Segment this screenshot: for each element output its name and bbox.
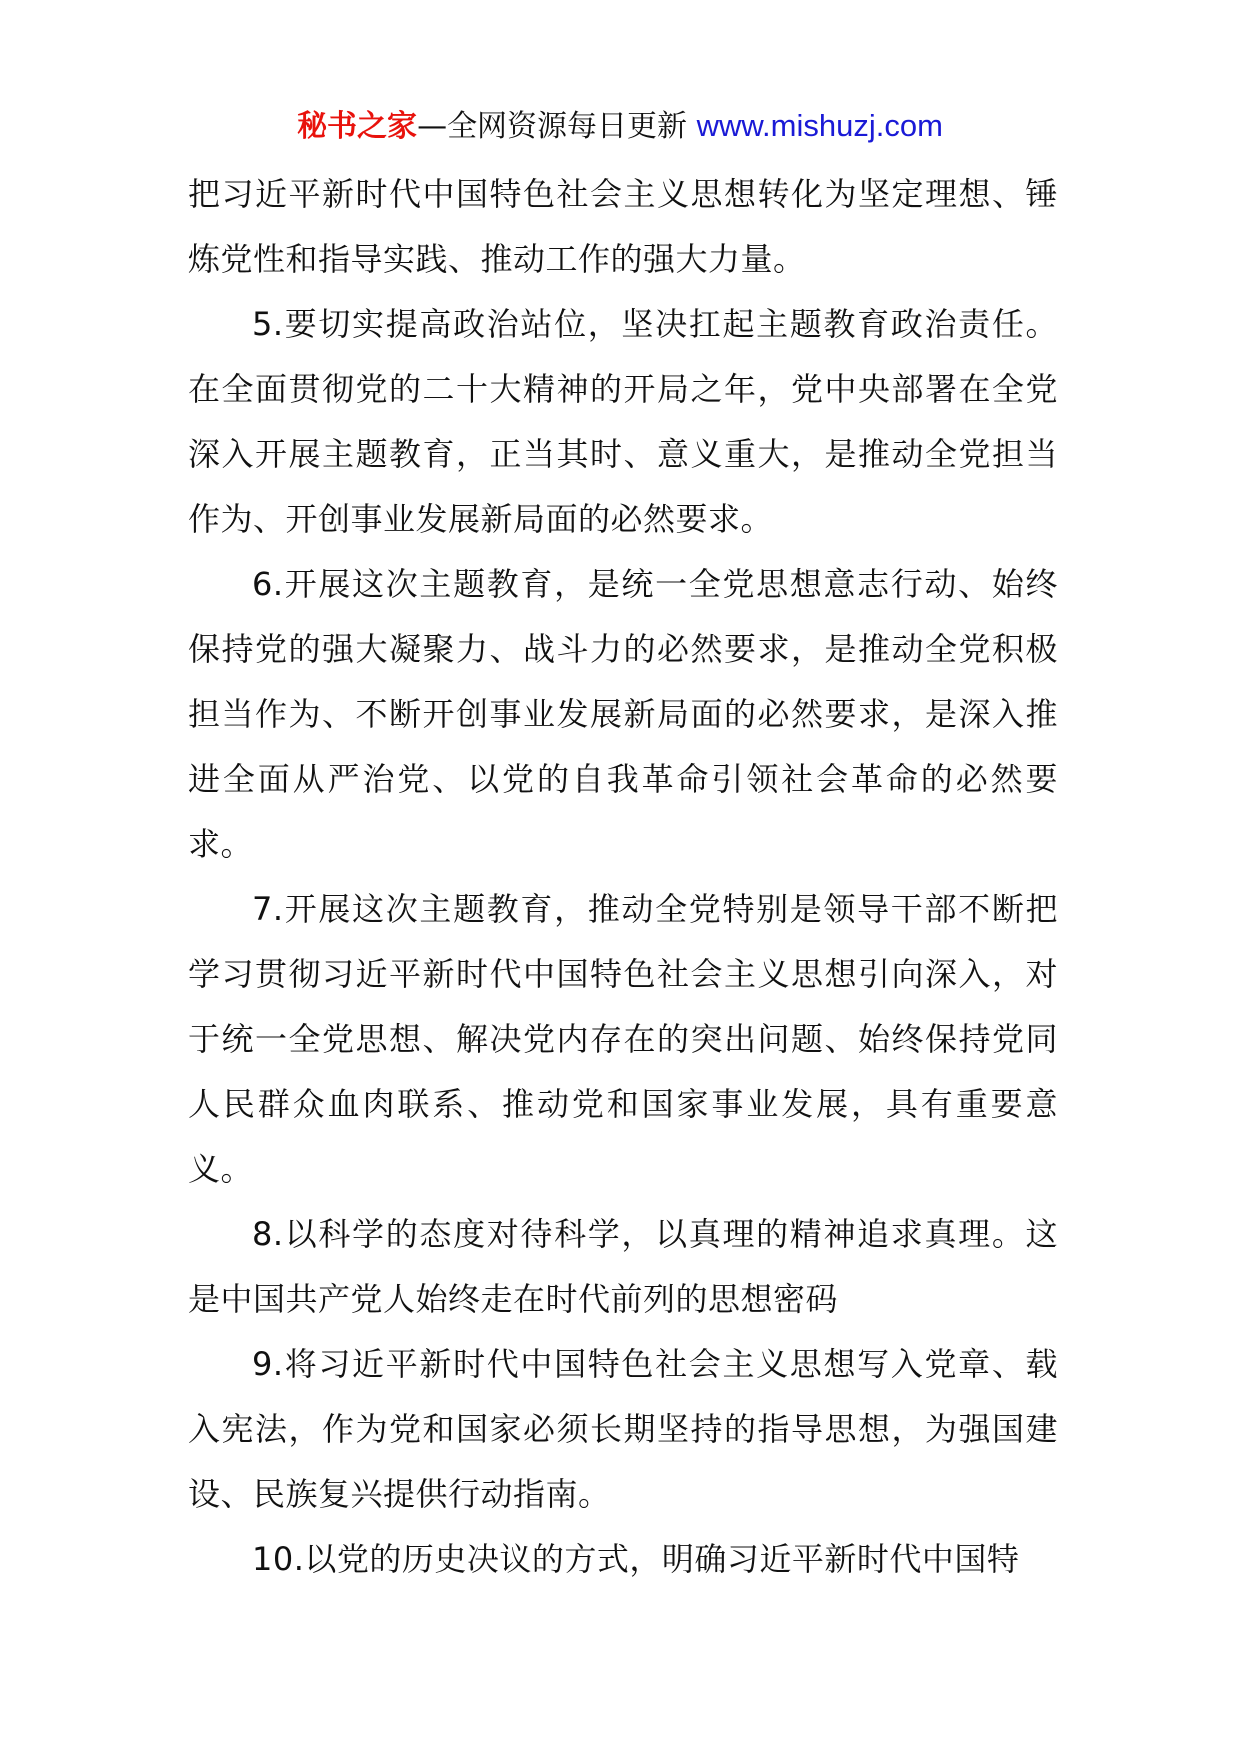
paragraph-item-5: 5.要切实提高政治站位，坚决扛起主题教育政治责任。在全面贯彻党的二十大精神的开局之年，党中央部署在全党深入开展主题教育，正当其时、意义重大，是推动全党担当作为、开创事业发展新局面的必然要求。 [188, 305, 1058, 538]
paragraph-item-9: 9.将习近平新时代中国特色社会主义思想写入党章、载入宪法，作为党和国家必须长期坚持的指导思想，为强国建设、民族复兴提供行动指南。 [188, 1345, 1058, 1513]
page-header [0, 104, 1240, 149]
paragraph-item-10: 10.以党的历史决议的方式，明确习近平新时代中国特 [252, 1540, 1020, 1578]
header-tagline: —全网资源每日更新 [417, 109, 697, 144]
website-link[interactable]: www.mishuzj.com [696, 108, 943, 143]
paragraph-item-7: 7.开展这次主题教育，推动全党特别是领导干部不断把学习贯彻习近平新时代中国特色社会主义思想引向深入，对于统一全党思想、解决党内存在的突出问题、始终保持党同人民群众血肉联系、推动党和国家事业发展，具有重要意义。 [188, 890, 1058, 1188]
brand-name: 秘书之家 [297, 109, 418, 144]
paragraph-item-8: 8.以科学的态度对待科学，以真理的精神追求真理。这是中国共产党人始终走在时代前列的思想密码 [188, 1215, 1058, 1318]
document-body [188, 162, 1058, 1592]
paragraph-item-6: 6.开展这次主题教育，是统一全党思想意志行动、始终保持党的强大凝聚力、战斗力的必然要求，是推动全党积极担当作为、不断开创事业发展新局面的必然要求，是深入推进全面从严治党、以党的自我革命引领社会革命的必然要求。 [188, 565, 1058, 863]
paragraph-continued: 把习近平新时代中国特色社会主义思想转化为坚定理想、锤炼党性和指导实践、推动工作的强大力量。 [188, 175, 1058, 278]
